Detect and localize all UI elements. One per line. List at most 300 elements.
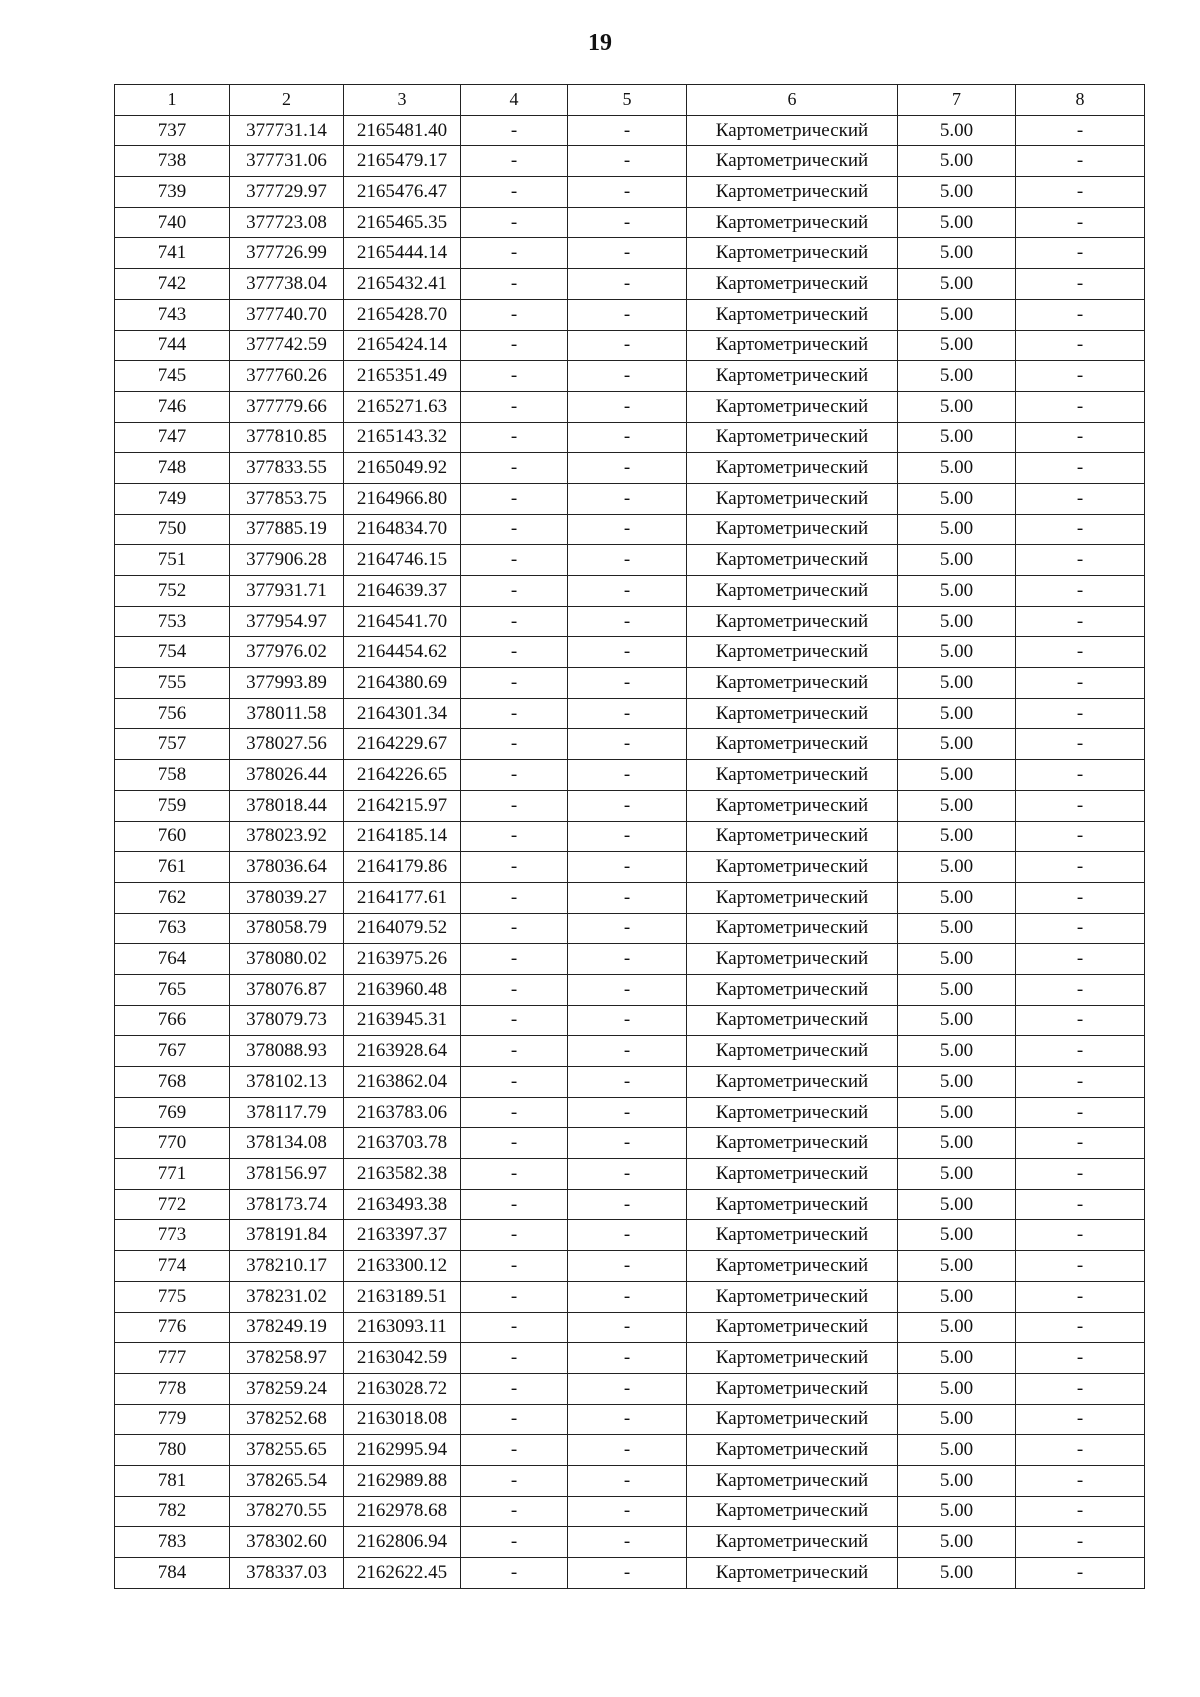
table-cell-col-2: 378026.44 <box>230 760 344 791</box>
table-cell-col-3: 2164179.86 <box>344 852 461 883</box>
table-cell-col-1: 737 <box>115 115 230 146</box>
table-row <box>115 882 1145 913</box>
table-cell-col-2: 377853.75 <box>230 483 344 514</box>
table-cell-col-3: 2164454.62 <box>344 637 461 668</box>
table-cell-col-6: Картометрический <box>687 1220 898 1251</box>
column-header-1: 1 <box>115 85 230 116</box>
table-cell-col-3: 2165428.70 <box>344 299 461 330</box>
table-cell-col-3: 2164541.70 <box>344 606 461 637</box>
table-cell-col-6: Картометрический <box>687 483 898 514</box>
table-cell-col-7: 5.00 <box>898 1036 1016 1067</box>
table-cell-col-3: 2163928.64 <box>344 1036 461 1067</box>
table-cell-col-8: - <box>1016 729 1145 760</box>
table-cell-col-4: - <box>461 852 568 883</box>
table-cell-col-1: 746 <box>115 391 230 422</box>
table-cell-col-3: 2162978.68 <box>344 1496 461 1527</box>
table-cell-col-5: - <box>568 1097 687 1128</box>
table-cell-col-6: Картометрический <box>687 637 898 668</box>
table-cell-col-7: 5.00 <box>898 177 1016 208</box>
table-cell-col-4: - <box>461 483 568 514</box>
table-cell-col-1: 765 <box>115 974 230 1005</box>
table-cell-col-4: - <box>461 1036 568 1067</box>
table-cell-col-7: 5.00 <box>898 1189 1016 1220</box>
table-cell-col-4: - <box>461 514 568 545</box>
table-cell-col-1: 767 <box>115 1036 230 1067</box>
table-cell-col-8: - <box>1016 882 1145 913</box>
table-cell-col-5: - <box>568 269 687 300</box>
table-cell-col-4: - <box>461 606 568 637</box>
table-cell-col-4: - <box>461 1312 568 1343</box>
table-cell-col-1: 774 <box>115 1251 230 1282</box>
table-cell-col-2: 377738.04 <box>230 269 344 300</box>
table-cell-col-5: - <box>568 637 687 668</box>
table-cell-col-2: 377931.71 <box>230 576 344 607</box>
table-cell-col-4: - <box>461 177 568 208</box>
table-cell-col-3: 2163018.08 <box>344 1404 461 1435</box>
table-cell-col-6: Картометрический <box>687 1189 898 1220</box>
table-cell-col-8: - <box>1016 698 1145 729</box>
table-cell-col-5: - <box>568 1036 687 1067</box>
table-cell-col-7: 5.00 <box>898 545 1016 576</box>
table-cell-col-6: Картометрический <box>687 422 898 453</box>
table-cell-col-6: Картометрический <box>687 453 898 484</box>
table-cell-col-2: 377731.06 <box>230 146 344 177</box>
table-cell-col-1: 769 <box>115 1097 230 1128</box>
table-cell-col-5: - <box>568 1496 687 1527</box>
table-cell-col-8: - <box>1016 269 1145 300</box>
table-cell-col-5: - <box>568 1005 687 1036</box>
table-cell-col-2: 378252.68 <box>230 1404 344 1435</box>
table-cell-col-2: 378027.56 <box>230 729 344 760</box>
table-cell-col-7: 5.00 <box>898 115 1016 146</box>
table-cell-col-7: 5.00 <box>898 1312 1016 1343</box>
table-cell-col-1: 752 <box>115 576 230 607</box>
table-cell-col-4: - <box>461 115 568 146</box>
table-cell-col-5: - <box>568 146 687 177</box>
table-cell-col-3: 2165432.41 <box>344 269 461 300</box>
table-cell-col-5: - <box>568 238 687 269</box>
table-cell-col-5: - <box>568 576 687 607</box>
table-cell-col-2: 378173.74 <box>230 1189 344 1220</box>
table-cell-col-6: Картометрический <box>687 207 898 238</box>
table-cell-col-2: 378249.19 <box>230 1312 344 1343</box>
table-row <box>115 1343 1145 1374</box>
table-cell-col-8: - <box>1016 1005 1145 1036</box>
table-cell-col-3: 2163862.04 <box>344 1067 461 1098</box>
table-cell-col-8: - <box>1016 1097 1145 1128</box>
table-cell-col-7: 5.00 <box>898 668 1016 699</box>
table-cell-col-8: - <box>1016 545 1145 576</box>
table-row <box>115 821 1145 852</box>
table-cell-col-4: - <box>461 1496 568 1527</box>
table-cell-col-1: 740 <box>115 207 230 238</box>
table-cell-col-2: 377723.08 <box>230 207 344 238</box>
table-cell-col-8: - <box>1016 606 1145 637</box>
table-cell-col-7: 5.00 <box>898 790 1016 821</box>
table-cell-col-7: 5.00 <box>898 1496 1016 1527</box>
table-cell-col-3: 2165476.47 <box>344 177 461 208</box>
table-cell-col-2: 378270.55 <box>230 1496 344 1527</box>
table-cell-col-1: 741 <box>115 238 230 269</box>
table-cell-col-7: 5.00 <box>898 330 1016 361</box>
table-cell-col-6: Картометрический <box>687 1496 898 1527</box>
table-cell-col-4: - <box>461 361 568 392</box>
table-cell-col-1: 748 <box>115 453 230 484</box>
table-cell-col-7: 5.00 <box>898 361 1016 392</box>
table-row <box>115 729 1145 760</box>
table-cell-col-3: 2163582.38 <box>344 1159 461 1190</box>
table-cell-col-7: 5.00 <box>898 391 1016 422</box>
table-cell-col-5: - <box>568 1220 687 1251</box>
table-cell-col-5: - <box>568 1159 687 1190</box>
table-row <box>115 1435 1145 1466</box>
table-cell-col-5: - <box>568 760 687 791</box>
table-cell-col-8: - <box>1016 115 1145 146</box>
table-cell-col-2: 378134.08 <box>230 1128 344 1159</box>
table-cell-col-7: 5.00 <box>898 1159 1016 1190</box>
table-row <box>115 361 1145 392</box>
table-cell-col-2: 377742.59 <box>230 330 344 361</box>
table-cell-col-2: 377833.55 <box>230 453 344 484</box>
column-header-6: 6 <box>687 85 898 116</box>
table-cell-col-6: Картометрический <box>687 974 898 1005</box>
table-cell-col-2: 377993.89 <box>230 668 344 699</box>
table-cell-col-8: - <box>1016 1251 1145 1282</box>
table-cell-col-6: Картометрический <box>687 361 898 392</box>
table-cell-col-8: - <box>1016 760 1145 791</box>
table-cell-col-5: - <box>568 606 687 637</box>
table-row <box>115 330 1145 361</box>
table-cell-col-5: - <box>568 668 687 699</box>
table-cell-col-6: Картометрический <box>687 514 898 545</box>
table-cell-col-5: - <box>568 974 687 1005</box>
table-cell-col-7: 5.00 <box>898 1404 1016 1435</box>
table-cell-col-6: Картометрический <box>687 668 898 699</box>
table-cell-col-6: Картометрический <box>687 269 898 300</box>
table-cell-col-4: - <box>461 1220 568 1251</box>
table-cell-col-4: - <box>461 1558 568 1589</box>
table-row <box>115 1558 1145 1589</box>
table-cell-col-6: Картометрический <box>687 729 898 760</box>
table-row <box>115 299 1145 330</box>
table-cell-col-8: - <box>1016 207 1145 238</box>
table-cell-col-6: Картометрический <box>687 545 898 576</box>
table-cell-col-4: - <box>461 729 568 760</box>
table-cell-col-3: 2164079.52 <box>344 913 461 944</box>
table-cell-col-3: 2162806.94 <box>344 1527 461 1558</box>
table-cell-col-1: 753 <box>115 606 230 637</box>
table-row <box>115 974 1145 1005</box>
table-cell-col-1: 761 <box>115 852 230 883</box>
table-cell-col-1: 763 <box>115 913 230 944</box>
table-cell-col-4: - <box>461 974 568 1005</box>
table-cell-col-8: - <box>1016 1404 1145 1435</box>
table-cell-col-4: - <box>461 882 568 913</box>
table-cell-col-5: - <box>568 1189 687 1220</box>
table-cell-col-2: 378023.92 <box>230 821 344 852</box>
table-cell-col-1: 781 <box>115 1465 230 1496</box>
table-row <box>115 637 1145 668</box>
table-cell-col-6: Картометрический <box>687 1527 898 1558</box>
table-cell-col-7: 5.00 <box>898 882 1016 913</box>
table-cell-col-5: - <box>568 453 687 484</box>
table-row <box>115 1036 1145 1067</box>
table-cell-col-4: - <box>461 698 568 729</box>
table-row <box>115 269 1145 300</box>
table-cell-col-5: - <box>568 1312 687 1343</box>
table-cell-col-7: 5.00 <box>898 299 1016 330</box>
table-cell-col-8: - <box>1016 1159 1145 1190</box>
table-cell-col-1: 766 <box>115 1005 230 1036</box>
table-cell-col-4: - <box>461 1251 568 1282</box>
table-cell-col-5: - <box>568 698 687 729</box>
table-cell-col-4: - <box>461 576 568 607</box>
table-cell-col-3: 2163397.37 <box>344 1220 461 1251</box>
table-cell-col-5: - <box>568 1281 687 1312</box>
table-cell-col-8: - <box>1016 913 1145 944</box>
table-cell-col-1: 783 <box>115 1527 230 1558</box>
table-cell-col-8: - <box>1016 1128 1145 1159</box>
table-cell-col-3: 2162989.88 <box>344 1465 461 1496</box>
column-header-5: 5 <box>568 85 687 116</box>
table-cell-col-6: Картометрический <box>687 115 898 146</box>
table-cell-col-6: Картометрический <box>687 1312 898 1343</box>
table-cell-col-8: - <box>1016 1435 1145 1466</box>
table-cell-col-7: 5.00 <box>898 1128 1016 1159</box>
table-cell-col-8: - <box>1016 422 1145 453</box>
table-cell-col-8: - <box>1016 1496 1145 1527</box>
table-cell-col-2: 378080.02 <box>230 944 344 975</box>
table-cell-col-1: 742 <box>115 269 230 300</box>
table-cell-col-8: - <box>1016 1312 1145 1343</box>
table-cell-col-7: 5.00 <box>898 637 1016 668</box>
table-row <box>115 852 1145 883</box>
table-cell-col-1: 758 <box>115 760 230 791</box>
table-cell-col-1: 738 <box>115 146 230 177</box>
table-cell-col-2: 378337.03 <box>230 1558 344 1589</box>
table-cell-col-4: - <box>461 790 568 821</box>
table-cell-col-1: 754 <box>115 637 230 668</box>
table-cell-col-8: - <box>1016 576 1145 607</box>
table-cell-col-6: Картометрический <box>687 576 898 607</box>
table-cell-col-5: - <box>568 821 687 852</box>
table-cell-col-6: Картометрический <box>687 1097 898 1128</box>
table-cell-col-2: 378255.65 <box>230 1435 344 1466</box>
table-cell-col-5: - <box>568 299 687 330</box>
table-cell-col-7: 5.00 <box>898 852 1016 883</box>
table-cell-col-3: 2163960.48 <box>344 974 461 1005</box>
table-cell-col-6: Картометрический <box>687 790 898 821</box>
table-cell-col-4: - <box>461 1189 568 1220</box>
table-cell-col-2: 377740.70 <box>230 299 344 330</box>
table-cell-col-8: - <box>1016 1527 1145 1558</box>
table-cell-col-5: - <box>568 852 687 883</box>
table-cell-col-5: - <box>568 882 687 913</box>
table-cell-col-4: - <box>461 1465 568 1496</box>
table-cell-col-5: - <box>568 944 687 975</box>
table-cell-col-2: 377954.97 <box>230 606 344 637</box>
table-row <box>115 1312 1145 1343</box>
table-cell-col-5: - <box>568 207 687 238</box>
table-cell-col-3: 2164966.80 <box>344 483 461 514</box>
table-cell-col-3: 2162622.45 <box>344 1558 461 1589</box>
table-row <box>115 391 1145 422</box>
table-cell-col-4: - <box>461 453 568 484</box>
table-cell-col-5: - <box>568 177 687 208</box>
table-cell-col-8: - <box>1016 1558 1145 1589</box>
table-cell-col-5: - <box>568 1128 687 1159</box>
table-cell-col-8: - <box>1016 361 1145 392</box>
table-row <box>115 760 1145 791</box>
table-cell-col-2: 378102.13 <box>230 1067 344 1098</box>
table-cell-col-2: 378018.44 <box>230 790 344 821</box>
table-cell-col-1: 762 <box>115 882 230 913</box>
table-cell-col-1: 749 <box>115 483 230 514</box>
table-cell-col-3: 2165271.63 <box>344 391 461 422</box>
table-cell-col-7: 5.00 <box>898 1343 1016 1374</box>
table-cell-col-3: 2163042.59 <box>344 1343 461 1374</box>
table-row <box>115 1281 1145 1312</box>
table-cell-col-5: - <box>568 1404 687 1435</box>
table-cell-col-5: - <box>568 1465 687 1496</box>
table-cell-col-6: Картометрический <box>687 1558 898 1589</box>
table-cell-col-2: 378265.54 <box>230 1465 344 1496</box>
table-cell-col-7: 5.00 <box>898 146 1016 177</box>
table-cell-col-3: 2162995.94 <box>344 1435 461 1466</box>
table-cell-col-8: - <box>1016 1281 1145 1312</box>
table-cell-col-1: 780 <box>115 1435 230 1466</box>
table-cell-col-8: - <box>1016 330 1145 361</box>
table-row <box>115 1128 1145 1159</box>
table-cell-col-3: 2164639.37 <box>344 576 461 607</box>
table-cell-col-5: - <box>568 1435 687 1466</box>
page-number: 19 <box>588 30 612 56</box>
table-row <box>115 913 1145 944</box>
table-cell-col-2: 378058.79 <box>230 913 344 944</box>
table-cell-col-4: - <box>461 760 568 791</box>
table-cell-col-6: Картометрический <box>687 146 898 177</box>
table-cell-col-7: 5.00 <box>898 483 1016 514</box>
table-cell-col-8: - <box>1016 1189 1145 1220</box>
table-cell-col-2: 378259.24 <box>230 1373 344 1404</box>
table-cell-col-8: - <box>1016 974 1145 1005</box>
table-row <box>115 1527 1145 1558</box>
table-cell-col-5: - <box>568 1343 687 1374</box>
table-cell-col-3: 2163703.78 <box>344 1128 461 1159</box>
table-cell-col-4: - <box>461 545 568 576</box>
table-cell-col-6: Картометрический <box>687 177 898 208</box>
table-cell-col-6: Картометрический <box>687 1067 898 1098</box>
table-body <box>115 115 1145 1588</box>
table-row <box>115 1404 1145 1435</box>
table-cell-col-4: - <box>461 269 568 300</box>
table-cell-col-7: 5.00 <box>898 1281 1016 1312</box>
table-cell-col-7: 5.00 <box>898 729 1016 760</box>
table-cell-col-7: 5.00 <box>898 1097 1016 1128</box>
table-row <box>115 115 1145 146</box>
table-cell-col-5: - <box>568 790 687 821</box>
table-cell-col-6: Картометрический <box>687 299 898 330</box>
table-cell-col-1: 784 <box>115 1558 230 1589</box>
table-cell-col-8: - <box>1016 146 1145 177</box>
table-cell-col-7: 5.00 <box>898 422 1016 453</box>
table-cell-col-4: - <box>461 1097 568 1128</box>
table-cell-col-6: Картометрический <box>687 1159 898 1190</box>
table-row <box>115 1496 1145 1527</box>
table-cell-col-2: 377726.99 <box>230 238 344 269</box>
table-cell-col-4: - <box>461 207 568 238</box>
table-cell-col-3: 2164185.14 <box>344 821 461 852</box>
table-cell-col-6: Картометрический <box>687 1373 898 1404</box>
table-cell-col-5: - <box>568 330 687 361</box>
table-row <box>115 1189 1145 1220</box>
table-cell-col-1: 743 <box>115 299 230 330</box>
table-cell-col-2: 377810.85 <box>230 422 344 453</box>
table-cell-col-6: Картометрический <box>687 1036 898 1067</box>
table-row <box>115 146 1145 177</box>
table-cell-col-7: 5.00 <box>898 514 1016 545</box>
table-cell-col-8: - <box>1016 238 1145 269</box>
table-cell-col-6: Картометрический <box>687 760 898 791</box>
table-cell-col-4: - <box>461 1067 568 1098</box>
table-row <box>115 453 1145 484</box>
table-cell-col-6: Картометрический <box>687 606 898 637</box>
table-cell-col-2: 378191.84 <box>230 1220 344 1251</box>
table-row <box>115 1465 1145 1496</box>
table-cell-col-2: 377779.66 <box>230 391 344 422</box>
table-cell-col-7: 5.00 <box>898 453 1016 484</box>
table-cell-col-8: - <box>1016 944 1145 975</box>
table-row <box>115 238 1145 269</box>
table-cell-col-6: Картометрический <box>687 944 898 975</box>
table-cell-col-4: - <box>461 1527 568 1558</box>
table-cell-col-5: - <box>568 913 687 944</box>
table-cell-col-7: 5.00 <box>898 606 1016 637</box>
table-cell-col-1: 776 <box>115 1312 230 1343</box>
table-cell-col-5: - <box>568 1251 687 1282</box>
table-cell-col-8: - <box>1016 1373 1145 1404</box>
column-header-4: 4 <box>461 85 568 116</box>
table-cell-col-8: - <box>1016 1220 1145 1251</box>
table-cell-col-4: - <box>461 330 568 361</box>
table-cell-col-7: 5.00 <box>898 238 1016 269</box>
table-cell-col-3: 2164834.70 <box>344 514 461 545</box>
table-cell-col-4: - <box>461 1435 568 1466</box>
table-cell-col-4: - <box>461 944 568 975</box>
table-cell-col-3: 2164301.34 <box>344 698 461 729</box>
table-cell-col-2: 378011.58 <box>230 698 344 729</box>
table-cell-col-6: Картометрический <box>687 1005 898 1036</box>
table-cell-col-2: 378076.87 <box>230 974 344 1005</box>
table-cell-col-3: 2163493.38 <box>344 1189 461 1220</box>
table-cell-col-4: - <box>461 913 568 944</box>
table-cell-col-6: Картометрический <box>687 238 898 269</box>
table-cell-col-3: 2164746.15 <box>344 545 461 576</box>
table-cell-col-1: 777 <box>115 1343 230 1374</box>
column-header-2: 2 <box>230 85 344 116</box>
table-cell-col-2: 378117.79 <box>230 1097 344 1128</box>
table-cell-col-2: 378079.73 <box>230 1005 344 1036</box>
coordinates-table <box>114 84 1145 1589</box>
table-cell-col-6: Картометрический <box>687 1404 898 1435</box>
table-row <box>115 944 1145 975</box>
table-cell-col-6: Картометрический <box>687 913 898 944</box>
table-cell-col-3: 2163300.12 <box>344 1251 461 1282</box>
table-cell-col-4: - <box>461 1281 568 1312</box>
table-cell-col-4: - <box>461 1373 568 1404</box>
table-cell-col-5: - <box>568 361 687 392</box>
table-row <box>115 1251 1145 1282</box>
